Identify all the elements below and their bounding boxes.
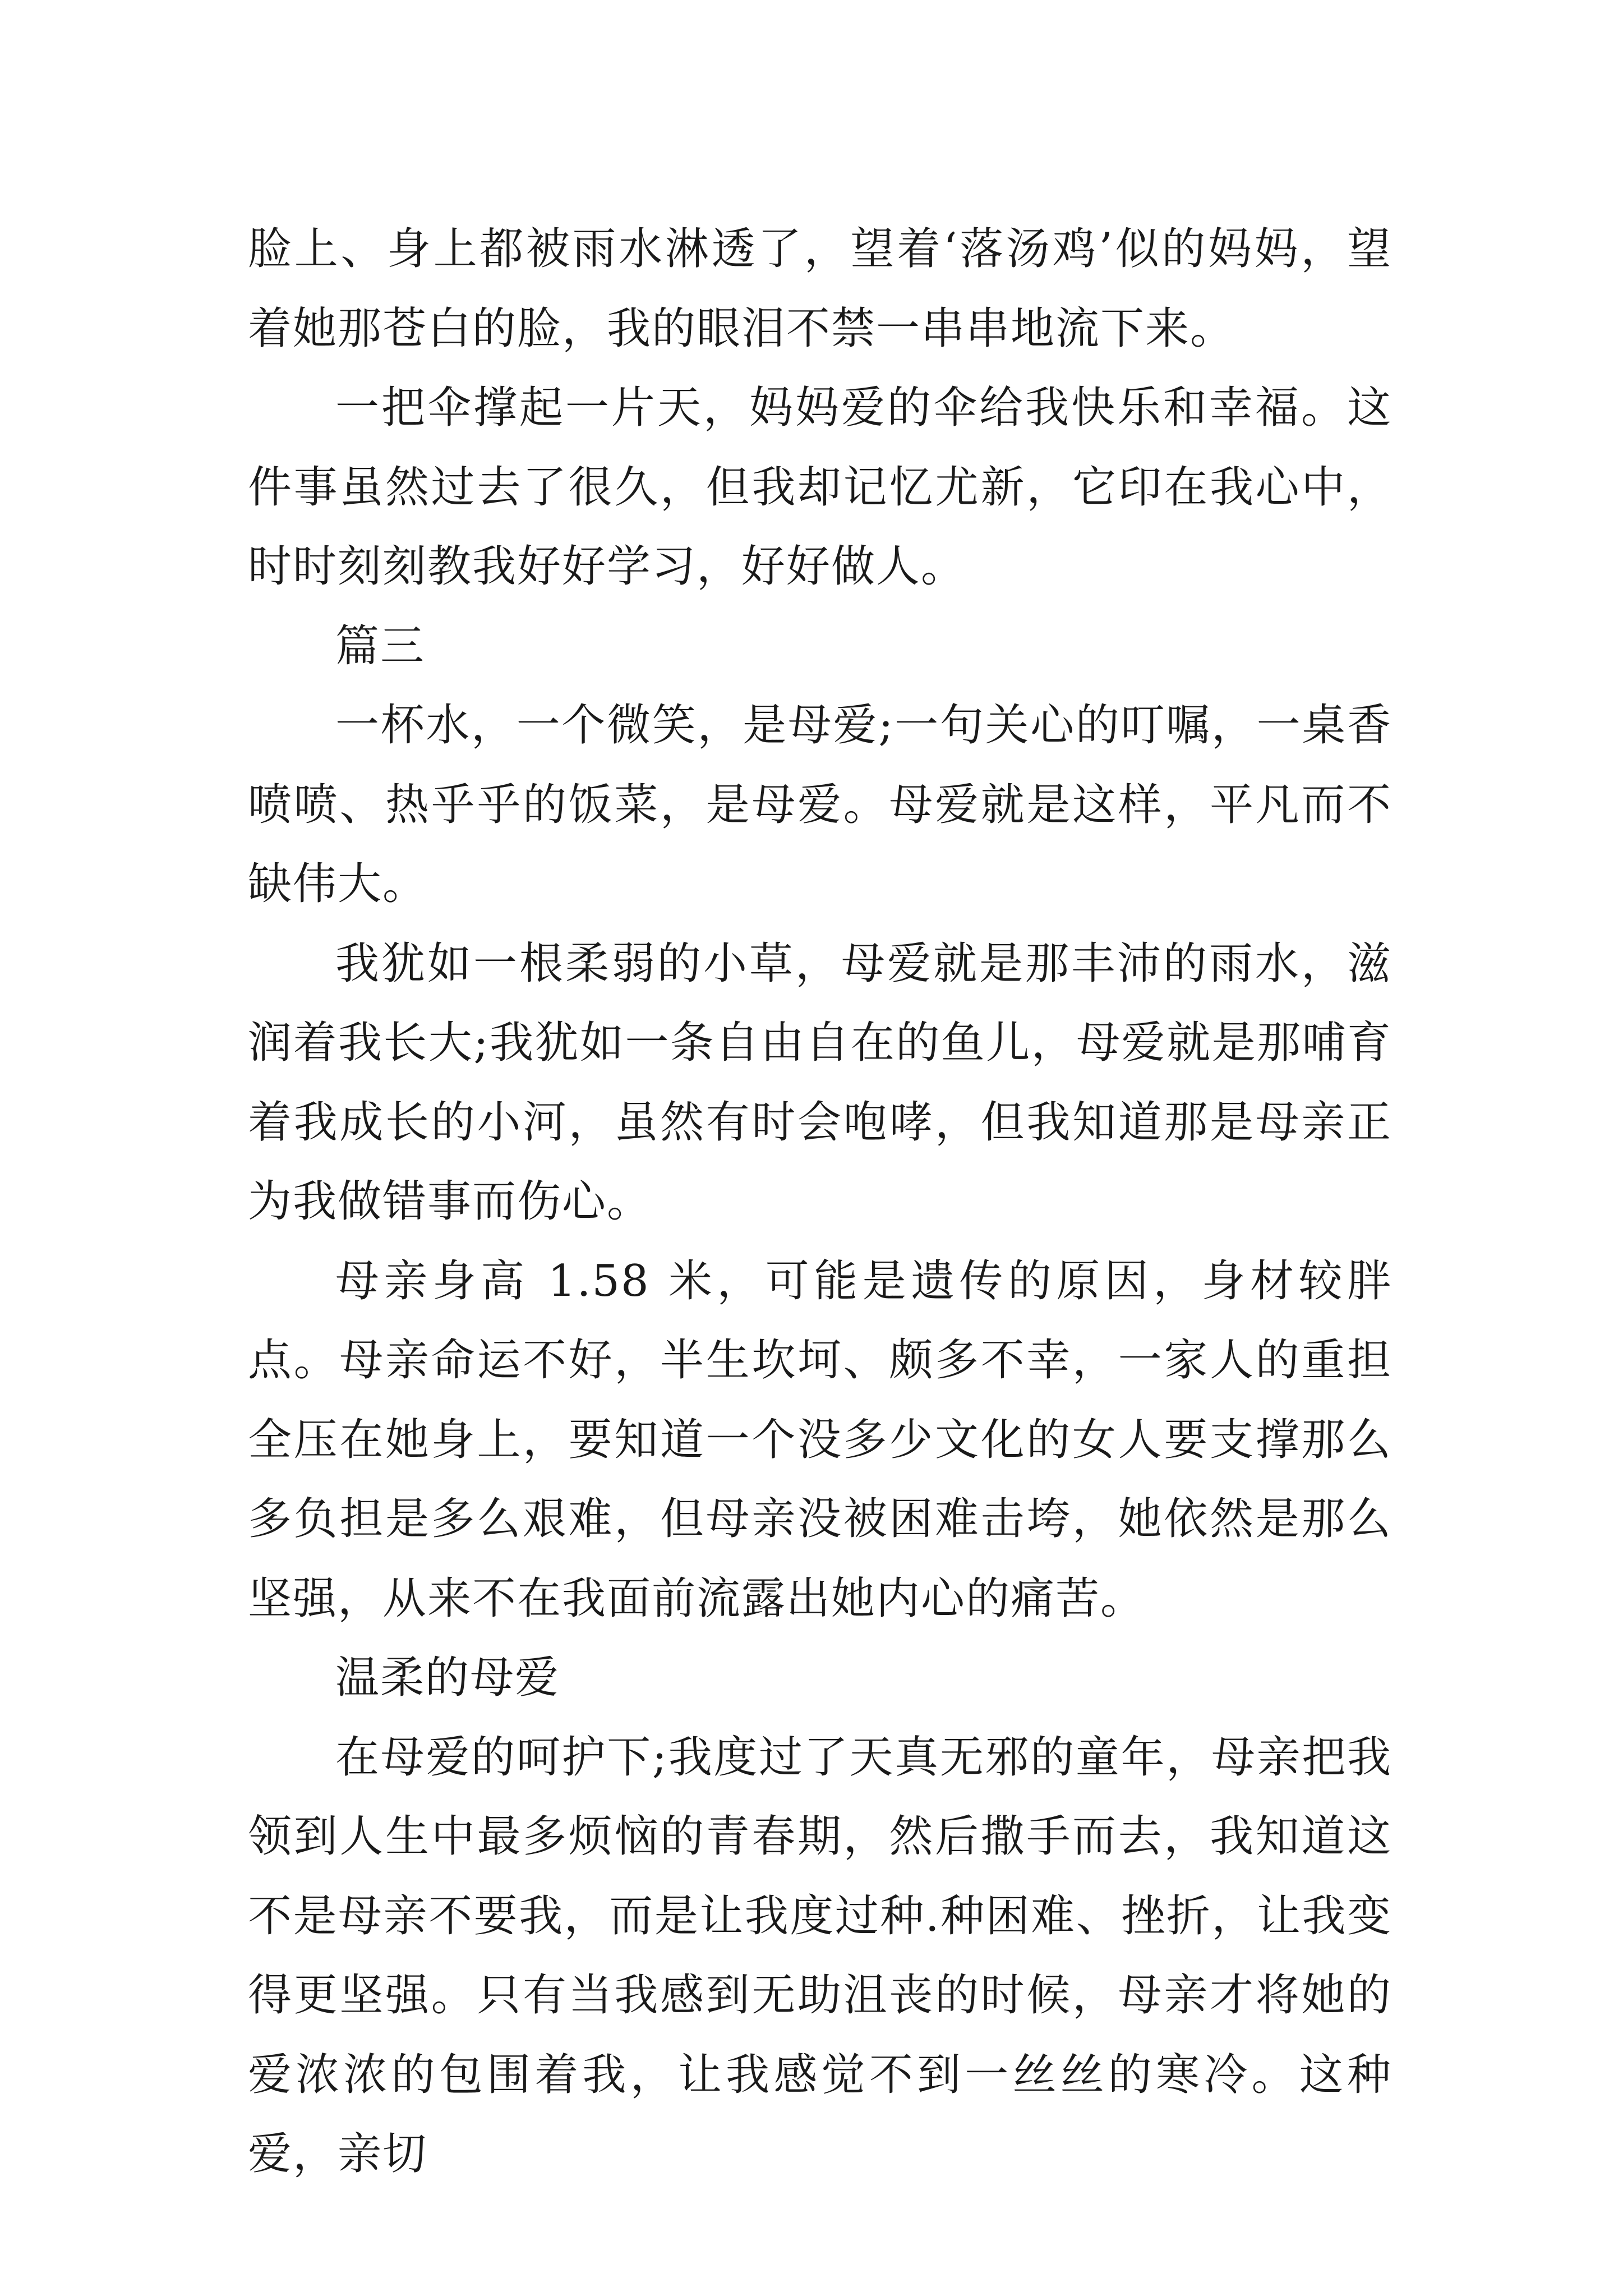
section-heading-gentle-love: 温柔的母爱 xyxy=(335,1653,560,1703)
document-body xyxy=(248,210,1392,2194)
paragraph-4: 我犹如一根柔弱的小草，母爱就是那丰沛的雨水，滋润着我长大;我犹如一条自由自在的鱼儿，母爱就是那哺育着我成长的小河，虽然有时会咆哮，但我知道那是母亲正为我做错事而伤心。 xyxy=(248,938,1392,1227)
paragraph-6: 在母爱的呵护下;我度过了天真无邪的童年，母亲把我领到人生中最多烦恼的青春期，然后撒手而去，我知道这不是母亲不要我，而是让我度过种.种困难、挫折，让我变得更坚强。只有当我感到无助沮丧的时候，母亲才将她的爱浓浓的包围着我，让我感觉不到一丝丝的寒冷。这种爱，亲切 xyxy=(248,1732,1392,2179)
paragraph-5: 母亲身高 1.58 米，可能是遗传的原因，身材较胖点。母亲命运不好，半生坎坷、颇多不幸，一家人的重担全压在她身上，要知道一个没多少文化的女人要支撑那么多负担是多么艰难，但母亲没被困难击垮，她依然是那么坚强，从来不在我面前流露出她内心的痛苦。 xyxy=(248,1255,1392,1624)
paragraph-2: 一把伞撑起一片天，妈妈爱的伞给我快乐和幸福。这件事虽然过去了很久，但我却记忆尤新，它印在我心中，时时刻刻教我好好学习，好好做人。 xyxy=(248,383,1392,592)
section-heading-pian-san: 篇三 xyxy=(335,620,426,671)
paragraph-3: 一杯水，一个微笑，是母爱;一句关心的叮嘱，一桌香喷喷、热乎乎的饭菜，是母爱。母爱就是这样，平凡而不缺伟大。 xyxy=(248,700,1392,909)
paragraph-1: 脸上、身上都被雨水淋透了，望着‘落汤鸡’似的妈妈，望着她那苍白的脸，我的眼泪不禁一串串地流下来。 xyxy=(248,224,1392,354)
